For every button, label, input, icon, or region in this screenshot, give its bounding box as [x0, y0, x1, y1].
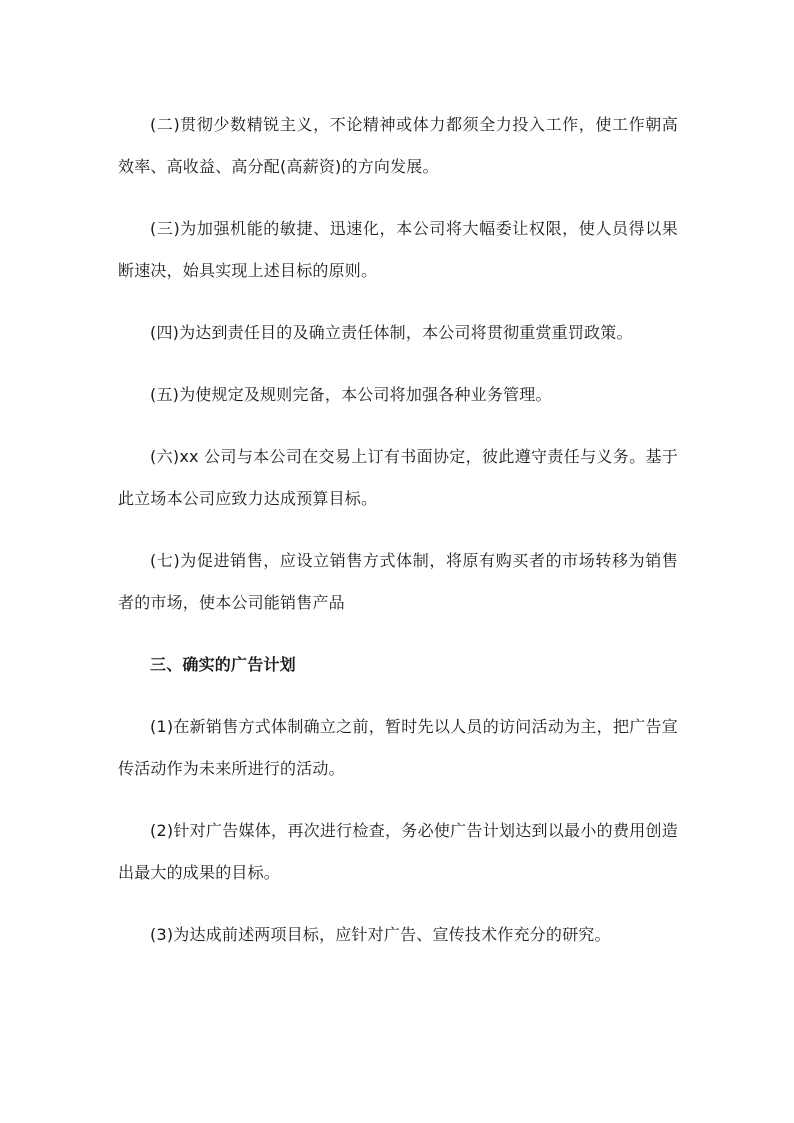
section-paragraph-3: (3)为达成前述两项目标，应针对广告、宣传技术作充分的研究。: [150, 925, 611, 944]
section-heading: 三、确实的广告计划: [150, 655, 296, 674]
document-body: [118, 104, 678, 976]
paragraph-7: (七)为促进销售，应设立销售方式体制，将原有购买者的市场转移为销售者的市场，使本公司能销售产品: [118, 551, 678, 612]
paragraph-4: (四)为达到责任目的及确立责任体制，本公司将贯彻重赏重罚政策。: [150, 323, 633, 342]
paragraph-6: (六)xx 公司与本公司在交易上订有书面协定，彼此遵守责任与义务。基于此立场本公司应致力达成预算目标。: [118, 447, 678, 508]
section-paragraph-1: (1)在新销售方式体制确立之前，暂时先以人员的访问活动为主，把广告宣传活动作为未来所进行的活动。: [118, 717, 678, 778]
paragraph-3: (三)为加强机能的敏捷、迅速化，本公司将大幅委让权限，使人员得以果断速决，始具实现上述目标的原则。: [118, 219, 678, 280]
paragraph-2: (二)贯彻少数精锐主义，不论精神或体力都须全力投入工作，使工作朝高效率、高收益、高分配(高薪资)的方向发展。: [118, 115, 678, 176]
paragraph-5: (五)为使规定及规则完备，本公司将加强各种业务管理。: [150, 385, 552, 404]
section-paragraph-2: (2)针对广告媒体，再次进行检查，务必使广告计划达到以最小的费用创造出最大的成果的目标。: [118, 821, 678, 882]
